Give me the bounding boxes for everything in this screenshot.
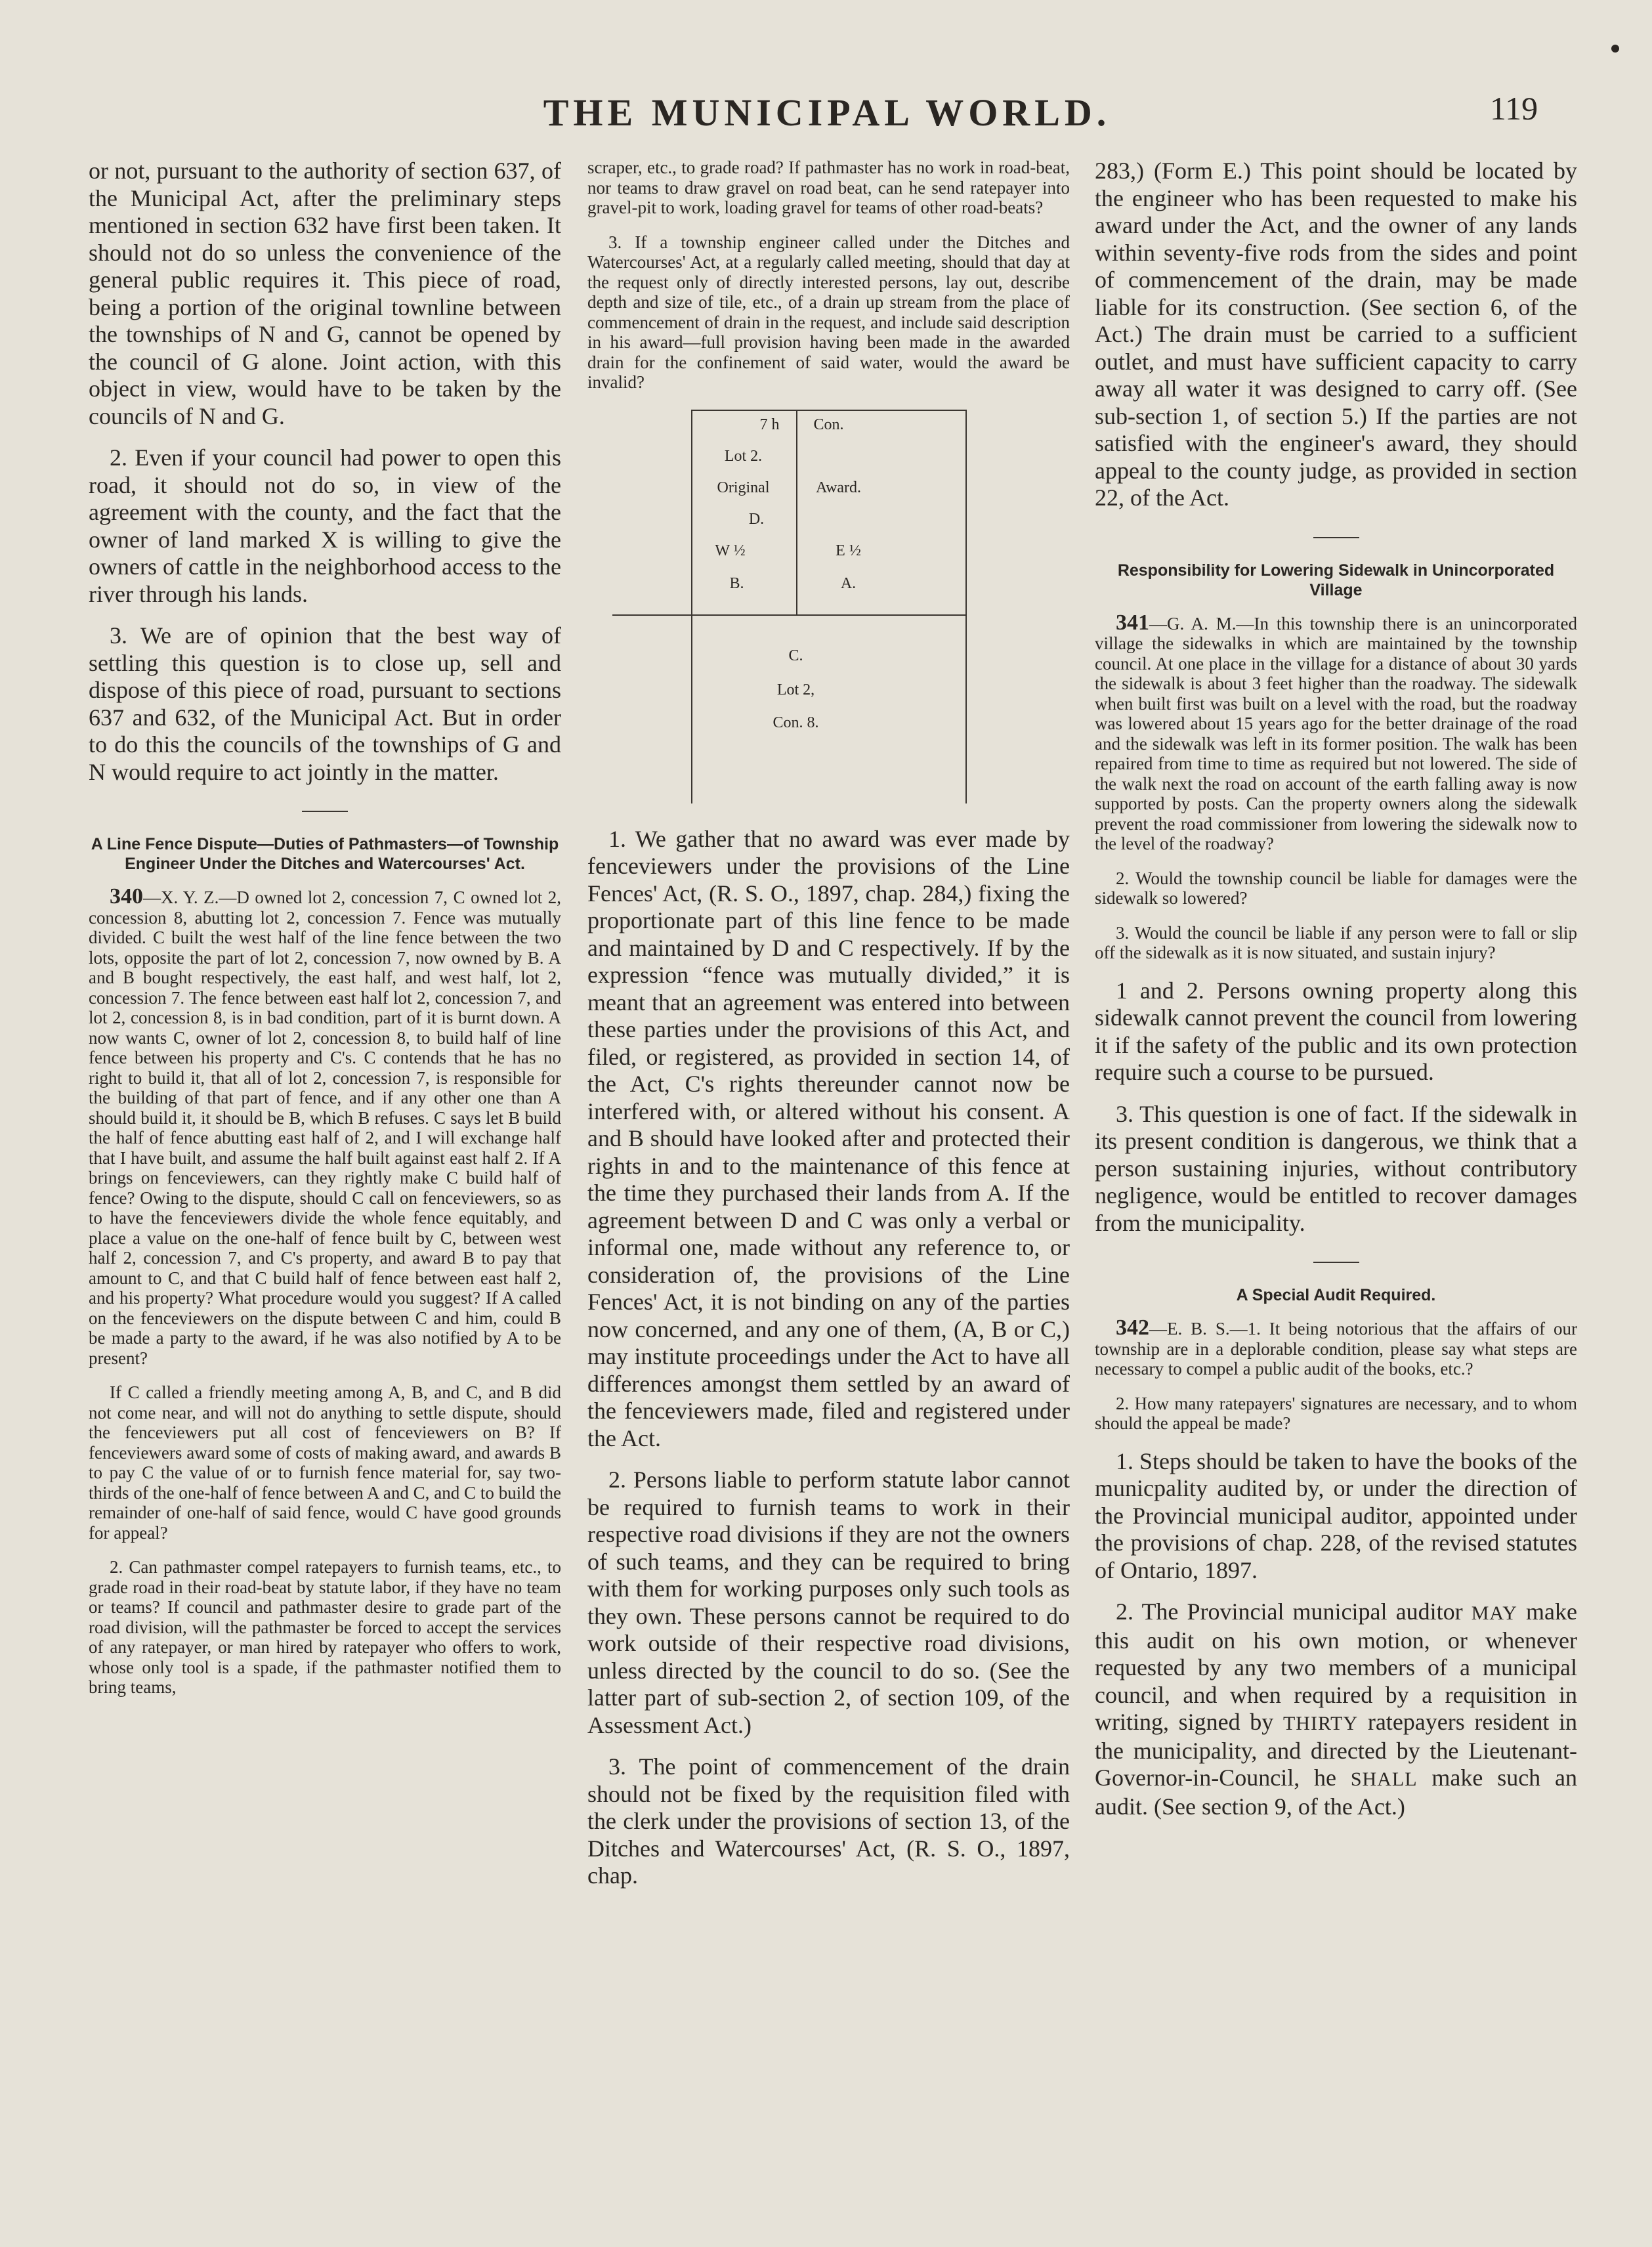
question-paragraph bbox=[1095, 610, 1577, 854]
question-paragraph: 2. How many ratepayers' signatures are necessary, and to whom should the appeal be made? bbox=[1095, 1393, 1577, 1433]
diagram-label: E ½ bbox=[836, 542, 861, 559]
answer-paragraph: 3. The point of commencement of the drain should not be fixed by the requisition filed with the clerk under the provisions of section 13, of the Ditches and Watercourses' Act, (R. S. O., 1897, chap. bbox=[587, 1753, 1070, 1889]
question-number: 341 bbox=[1116, 610, 1149, 635]
diagram-label: Con. 8. bbox=[773, 714, 819, 731]
question-text: —E. B. S.—1. It being notorious that the affairs of our township are in a deplorable condition, please say what steps are necessary to compel a public audit of the books, etc.? bbox=[1095, 1319, 1577, 1379]
answer-paragraph bbox=[1095, 1598, 1577, 1820]
answer-text: ratepayers resident in the municipality, and directed by the Lieutenant-Governor-in-Council, he bbox=[1095, 1709, 1578, 1791]
diagram-label: Con. bbox=[813, 416, 844, 433]
answer-paragraph: 3. We are of opinion that the best way of settling this question is to close up, sell and dispose of this piece of road, pursuant to sections 637 and 632, of the Municipal Act. But in order to do this the councils of the townships of G and N would require to act jointly in the matter. bbox=[89, 622, 561, 785]
question-text: —X. Y. Z.—D owned lot 2, concession 7, C owned lot 2, concession 8, abutting lot 2, concession 7. Fence was mutually divided. C built the west half of the line fence between the two lots, opposite the part of lot 2, concession 7, now owned by B. A and B bought respectively, the east half, and west half, lot 2, concession 7. The fence between east half lot 2, concession 7, and lot 2, concession 8, is in bad condition, part of it is burnt down. A now wants C, owner of lot 2, concession 8, to build half of line fence between his property and C's. C contends that he has no right to build it, that all of lot 2, concession 7, is responsible for the building of that part of fence, and if any other one than A should build it, it should be B, which B refuses. C says let B build the half of fence abutting east half of 2, and I will exchange half that I have built, and assume the half built against east half 2. If A brings on fenceviewers, can they rightly make C build half of fence? Owing to the dispute, should C call on fenceviewers, so as to have the fenceviewers divide the whole fence equitably, and place a value on the one-half of fence built by C, between west half 2, concession 7, and C's property, and award B to pay that amount to C, and that C build half of fence between east half 2, and his property? What procedure would you suggest? If A called on the fenceviewers on the dispute between C and him, could B be made a party to the award, if he was also notified by A to be present? bbox=[89, 888, 561, 1368]
diagram-label: Original bbox=[717, 479, 770, 496]
section-heading: Responsibility for Lowering Sidewalk in Unincorporated Village bbox=[1117, 561, 1555, 599]
answer-paragraph: 283,) (Form E.) This point should be located by the engineer who has been requested to make his award under the Act, and the owner of any lands within seventy-five rods from the sides and point of commencement of the drain, may be made liable for its construction. (See section 6, of the Act.) The drain must be carried to a sufficient outlet, and must have sufficient capacity to carry away all water it was designed to carry off. (See sub-section 1, of section 5.) If the parties are not satisfied with the engineer's award, they should appeal to the county judge, as provided in section 22, of the Act. bbox=[1095, 158, 1577, 511]
section-heading: A Special Audit Required. bbox=[1236, 1286, 1436, 1304]
diagram-label: Lot 2, bbox=[776, 681, 815, 698]
section-divider bbox=[1313, 1262, 1359, 1263]
diagram-divider bbox=[796, 411, 797, 614]
column-left bbox=[89, 158, 561, 1698]
lot-diagram bbox=[691, 410, 967, 803]
answer-paragraph: 2. Persons liable to perform statute labor cannot be required to furnish teams to work in their respective road divisions if they are not the owners of such teams, and they can be required to bring with them for working purposes only such tools as they own. These persons cannot be required to do work outside of their respective road divisions, unless directed by the council to do so. (See the latter part of sub-section 2, of section 109, of the Assessment Act.) bbox=[587, 1466, 1070, 1738]
ink-dot bbox=[1611, 45, 1619, 53]
column-right bbox=[1095, 158, 1577, 1820]
diagram-label: Lot 2. bbox=[724, 447, 763, 465]
question-paragraph bbox=[1095, 1318, 1577, 1379]
question-paragraph: 3. Would the council be liable if any person were to fall or slip off the sidewalk as it is now situated, and sustain injury? bbox=[1095, 922, 1577, 962]
question-number: 340 bbox=[110, 884, 143, 909]
answer-paragraph: 1. We gather that no award was ever made by fenceviewers under the provisions of the Line Fences' Act, (R. S. O., 1897, chap. 284,) fixing the proportionate part of this line fence to be made and maintained by D and C respectively. If by the expression “fence was mutually divided,” it is meant that an agreement was entered into between these parties under the provisions of this Act, and filed, or registered, as provided in section 14, of the Act, C's rights thereunder cannot now be interfered with, or altered without his consent. A and B should have looked after and protected their rights in and to the maintenance of this fence at the time they purchased their lands from A. If the agreement between D and C was only a verbal or informal one, made without any reference to, or consideration of, the provisions of the Line Fences' Act, it is not binding on any of the parties now concerned, and any one of them, (A, B or C,) may institute proceedings under the Act to have all differences amongst them settled by an award of the fenceviewers made, filed and registered under the Act. bbox=[587, 825, 1070, 1451]
section-divider bbox=[1313, 537, 1359, 538]
answer-text: 2. The Provincial municipal auditor bbox=[1116, 1598, 1463, 1625]
diagram-label: D. bbox=[748, 510, 765, 528]
answer-paragraph: 2. Even if your council had power to open this road, it should not do so, in view of the agreement with the county, and the fact that the owner of land marked X is willing to give the owners of cattle in the neighborhood access to the river through his lands. bbox=[89, 444, 561, 607]
question-paragraph: If C called a friendly meeting among A, B, and C, and B did not come near, and will not do anything to settle dispute, should the fenceviewers put all cost of fenceviewers on B? If fenceviewers award some of costs of making award, and awards B to pay C the value of or to furnish fence material for, say two-thirds of the one-half of fence between A and C, and C to build the remainder of one-half of said fence, would C have good grounds for appeal? bbox=[89, 1382, 561, 1543]
emphasis-may: MAY bbox=[1471, 1602, 1517, 1624]
answer-paragraph: 3. This question is one of fact. If the sidewalk in its present condition is dangerous, we think that a person sustaining injuries, without contributory negligence, would be entitled to recover damages from the municipality. bbox=[1095, 1100, 1577, 1236]
diagram-border bbox=[691, 411, 965, 803]
question-text: —G. A. M.—In this township there is an unincorporated village the sidewalks in which are maintained by the township council. At one place in the village for a distance of about 30 yards the sidewalk is about 3 feet higher than the roadway. The sidewalk when built first was built on a level with the road, but the roadway was lowered about 15 years ago for the better drainage of the road and the sidewalk was left in its former position. The walk has been repaired from time to time as required but not lowered. The side of the walk next the road on account of the earth falling away is now supported by posts. Can the property owners along the sidewalk prevent the road commissioner from lowering the sidewalk now to the level of the roadway? bbox=[1095, 613, 1577, 853]
question-paragraph: 2. Can pathmaster compel ratepayers to furnish teams, etc., to grade road in their road-beat by statute labor, if they have no team or teams? If council and pathmaster desire to grade part of the road division, will the pathmaster be forced to accept the services of any ratepayer, or man hired by ratepayer who offers to work, whose only tool is a spade, if the pathmaster notified them to bring teams, bbox=[89, 1557, 561, 1697]
question-number: 342 bbox=[1116, 1316, 1149, 1340]
page-header bbox=[0, 72, 1652, 144]
diagram-label: C. bbox=[788, 647, 803, 664]
diagram-label: B. bbox=[729, 574, 744, 592]
section-divider bbox=[302, 811, 348, 812]
diagram-label: A. bbox=[840, 574, 857, 592]
emphasis-shall: SHALL bbox=[1350, 1768, 1418, 1790]
column-middle bbox=[587, 158, 1070, 1890]
diagram-label: 7 h bbox=[759, 416, 780, 433]
section-heading: A Line Fence Dispute—Duties of Pathmasters—of Township Engineer Under the Ditches and Watercourses' Act. bbox=[91, 835, 559, 873]
page-number: 119 bbox=[1490, 90, 1538, 127]
diagram-label: Award. bbox=[815, 479, 862, 496]
diagram-label: W ½ bbox=[715, 542, 746, 559]
question-paragraph: scraper, etc., to grade road? If pathmaster has no work in road-beat, nor teams to draw gravel on road beat, can he send ratepayer into gravel-pit to work, loading gravel for teams of other road-beats? bbox=[587, 158, 1070, 217]
page-title: THE MUNICIPAL WORLD. bbox=[543, 91, 1111, 134]
question-paragraph bbox=[89, 884, 561, 1368]
question-paragraph: 3. If a township engineer called under the Ditches and Watercourses' Act, at a regularly called meeting, should that day at the request only of directly interested persons, lay out, describe depth and size of tile, etc., of a drain up stream from the place of commencement of drain in the request, and include said description in his award—full provision having been made in the awarded drain for the confinement of said water, would the award be invalid? bbox=[587, 232, 1070, 392]
answer-paragraph: 1. Steps should be taken to have the books of the municpality audited by, or under the direction of the Provincial municipal auditor, appointed under the provisions of chap. 228, of the revised statutes of Ontario, 1897. bbox=[1095, 1447, 1577, 1583]
answer-paragraph: or not, pursuant to the authority of section 637, of the Municipal Act, after the preliminary steps mentioned in section 632 have first been taken. It should not do so unless the convenience of the general public requires it. This piece of road, being a portion of the original townline between the townships of N and G, cannot be opened by the council of G alone. Joint action, with this object in view, would have to be taken by the councils of N and G. bbox=[89, 158, 561, 429]
answer-text: make this audit on his own motion, or whenever requested by any two members of a municipal council, and when required by a requisition in writing, signed by bbox=[1095, 1598, 1578, 1735]
emphasis-thirty: THIRTY bbox=[1282, 1713, 1359, 1734]
answer-text: make such an audit. (See section 9, of the Act.) bbox=[1095, 1765, 1577, 1820]
answer-paragraph: 1 and 2. Persons owning property along this sidewalk cannot prevent the council from lowering it if the safety of the public and its own protection require such a course to be pursued. bbox=[1095, 977, 1577, 1085]
question-paragraph: 2. Would the township council be liable for damages were the sidewalk so lowered? bbox=[1095, 868, 1577, 908]
diagram-divider bbox=[612, 614, 967, 616]
